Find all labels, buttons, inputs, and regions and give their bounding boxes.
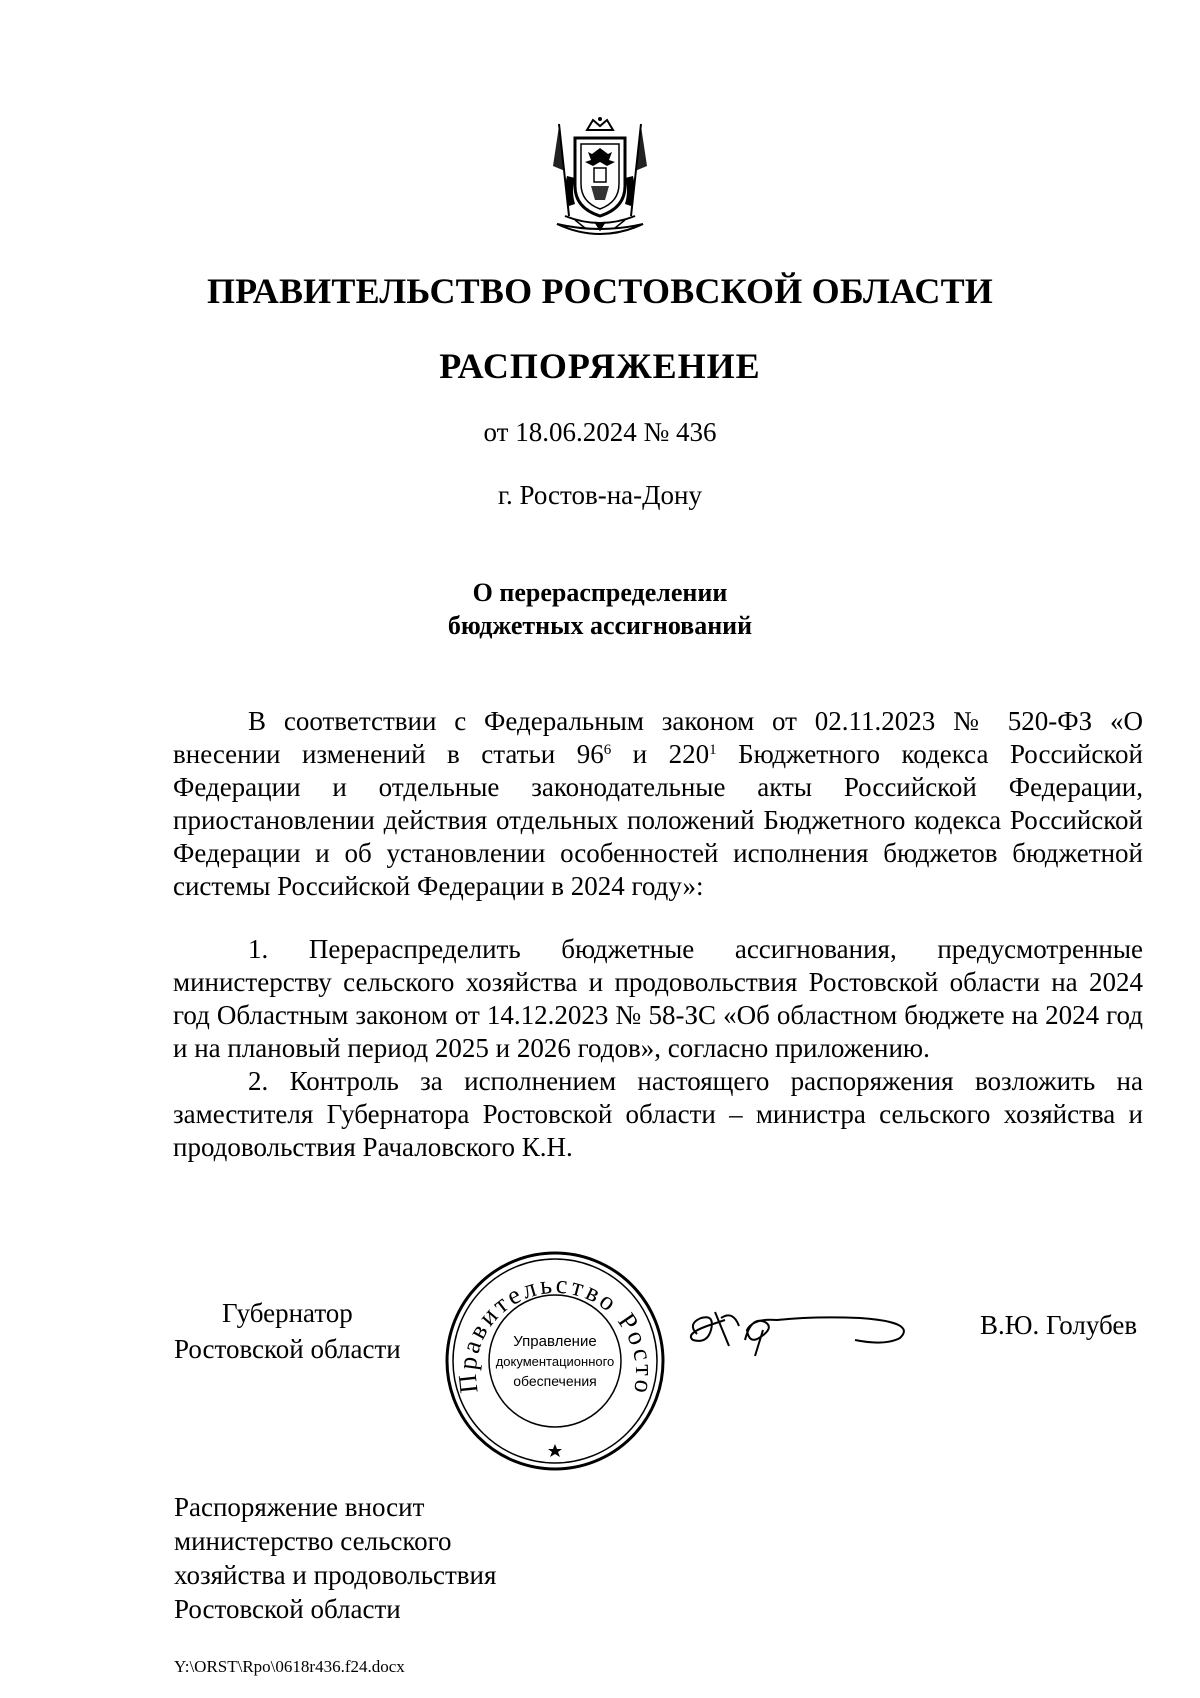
preamble-text-3: Бюджетного кодекса Российской Федерации и отдельные законодательные акты Российской Федерации, приостановлении действия отдельных положений Бюджетного кодекса Российской Федерации и об установлении особенностей исполнения бюджетов бюджетной системы Российской Федерации в 2024 году»: xyxy=(173,739,1144,901)
superscript-6: 6 xyxy=(603,742,612,758)
preamble-text-2: и 220 xyxy=(611,739,710,769)
official-seal-icon xyxy=(442,1248,668,1474)
resolution-item-1: 1. Перераспределить бюджетные ассигнования, предусмотренные министерству сельского хозяйства и продовольствия Ростовской области на 2024 год Областным законом от 14.12.2023 № 58-ЗС «Об областном бюджете на 2024 год и на плановый период 2025 и 2026 годов», согласно приложению. xyxy=(173,934,1143,1063)
coat-of-arms-icon xyxy=(545,116,655,244)
document-date-number: от 18.06.2024 № 436 xyxy=(483,417,717,447)
submitter-line-2: министерство сельского xyxy=(174,1526,452,1556)
signatory-title-line-1: Губернатор xyxy=(222,1298,353,1328)
preamble-text-1: В соответствии с Федеральным законом от 02.11.2023 № 520-ФЗ «О внесении изменений в статьи 96 xyxy=(173,706,1143,769)
signatory-title-line-2: Ростовской области xyxy=(174,1334,401,1364)
document-city: г. Ростов-на-Дону xyxy=(497,480,702,510)
seal-center-line-2: документационного xyxy=(495,1354,615,1369)
document-type: РАСПОРЯЖЕНИЕ xyxy=(439,346,761,386)
submitted-by xyxy=(174,1490,496,1626)
submitter-line-3: хозяйства и продовольствия xyxy=(174,1560,497,1590)
resolution-item-2: 2. Контроль за исполнением настоящего распоряжения возложить на заместителя Губернатора Ростовской области – министра сельского хозяйства и продовольствия Рачаловского К.Н. xyxy=(173,1066,1143,1162)
submitter-line-1: Распоряжение вносит xyxy=(174,1492,425,1522)
submitter-line-4: Ростовской области xyxy=(174,1594,401,1624)
superscript-1: 1 xyxy=(709,742,717,758)
subject-line-2: бюджетных ассигнований xyxy=(447,611,753,640)
seal-center-line-3: обеспечения xyxy=(513,1373,597,1389)
seal-center-line-1: Управление xyxy=(513,1333,597,1350)
signatory-name: В.Ю. Голубев xyxy=(980,1310,1138,1340)
preamble-paragraph xyxy=(173,705,1143,903)
file-path: Y:\ORST\Rpo\0618r436.f24.docx xyxy=(174,1657,405,1676)
resolution-items xyxy=(173,933,1143,1164)
handwritten-signature-icon xyxy=(685,1300,920,1360)
seal-ring-text: Правительство Росто xyxy=(452,1269,660,1399)
subject-line-1: О перераспределении xyxy=(472,578,728,607)
preamble-section xyxy=(173,705,1143,903)
signatory-title xyxy=(174,1295,401,1367)
government-name: ПРАВИТЕЛЬСТВО РОСТОВСКОЙ ОБЛАСТИ xyxy=(206,271,994,311)
document-subject xyxy=(0,576,1200,642)
